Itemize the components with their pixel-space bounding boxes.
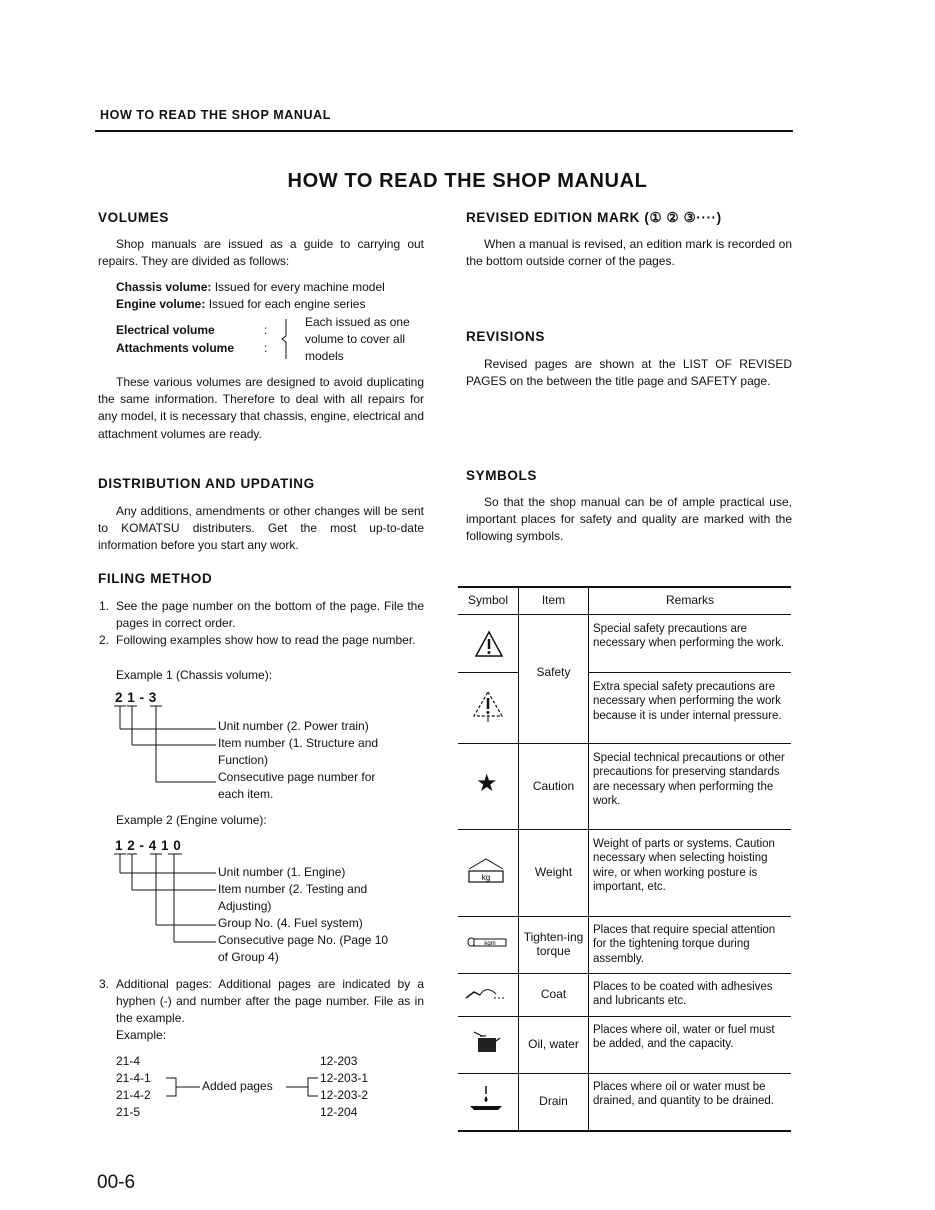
electrical-colon: : [264, 323, 268, 337]
warning-triangle-icon [474, 630, 504, 658]
revisions-body-text: Revised pages are shown at the LIST OF REVISED PAGES on the between the title page and SAFETY page. [466, 357, 792, 389]
engine-line [116, 296, 436, 313]
volumes-intro-text: Shop manuals are issued as a guide to carrying out repairs. They are divided as follows: [98, 237, 424, 269]
table-header-rule [458, 614, 791, 615]
table-top-rule [458, 586, 791, 588]
col-header-symbol: Symbol [467, 593, 508, 607]
ex1-unit: Unit number (2. Power train) [218, 719, 369, 733]
star-icon: ★ [476, 770, 498, 797]
ex2-group: Group No. (4. Fuel system) [218, 916, 363, 930]
row-rule [458, 1073, 791, 1074]
pressure-warning-icon [472, 690, 504, 724]
volumes-heading: VOLUMES [98, 210, 169, 225]
example2-bracket-lines [110, 852, 230, 946]
right-page-3: 12-203-2 [320, 1088, 369, 1102]
remarks-caution: Special technical precautions or other precautions for preserving standards are necessary when performing the work. [593, 752, 785, 808]
distribution-body-text: Any additions, amendments or other changes will be sent to KOMATSU distributers. Get the most up-to-date information before you start any work. [98, 504, 424, 553]
item-safety: Safety [536, 665, 571, 679]
item-coat: Coat [540, 987, 567, 1001]
item-torque: Tighten-ing torque [523, 930, 584, 959]
item-oil-water: Oil, water [528, 1037, 579, 1051]
symbols-body [466, 494, 792, 546]
drain-icon [468, 1084, 504, 1114]
filing-item2-text: Following examples show how to read the page number. [116, 633, 416, 647]
wrench-icon [466, 934, 508, 950]
row-rule [458, 829, 791, 830]
example-label: Example: [116, 1028, 167, 1042]
distribution-body [98, 503, 424, 555]
symbols-heading: SYMBOLS [466, 468, 537, 483]
example1-label: Example 1 (Chassis volume): [116, 668, 273, 682]
remarks-oil-water: Places where oil, water or fuel must be added, and the capacity. [593, 1024, 775, 1051]
revisions-body [466, 356, 792, 390]
left-page-3: 21-4-2 [116, 1088, 151, 1102]
ex2-item-2: Adjusting) [218, 899, 272, 913]
row-rule [458, 973, 791, 974]
ex1-item-2: Function) [218, 753, 269, 767]
volumes-body [98, 374, 424, 443]
each-issued-2: volume to cover all [305, 332, 406, 346]
row-rule [458, 916, 791, 917]
attachments-label: Attachments volume [116, 341, 235, 355]
remarks-safety: Special safety precautions are necessary when performing the work. [593, 623, 785, 650]
right-page-4: 12-204 [320, 1105, 358, 1119]
page-title: HOW TO READ THE SHOP MANUAL [287, 170, 648, 192]
revised-mark-heading: REVISED EDITION MARK (① ② ③····) [466, 210, 722, 225]
attachments-colon: : [264, 341, 268, 355]
row-rule [588, 672, 791, 673]
ex1-consec-2: each item. [218, 787, 274, 801]
table-bottom-rule [458, 1130, 791, 1132]
ex2-item-1: Item number (2. Testing and [218, 882, 368, 896]
left-page-1: 21-4 [116, 1054, 141, 1068]
col-rule [588, 586, 589, 1131]
chassis-label: Chassis volume: [116, 280, 212, 294]
header-rule [95, 130, 793, 132]
volumes-body-text: These various volumes are designed to avoid duplicating the same information. Therefore to deal with all repairs for any model, it is necessary that chassis, engine, electrical and attachment volumes are ready. [98, 375, 424, 441]
coat-brush-icon [464, 984, 508, 1004]
item-drain: Drain [539, 1094, 568, 1108]
row-rule [458, 1016, 791, 1017]
example1-bracket-lines [110, 704, 230, 786]
oil-can-icon [472, 1026, 502, 1056]
col-header-item: Item [541, 593, 566, 607]
row-rule [458, 672, 518, 673]
item-weight: Weight [534, 865, 573, 879]
ex2-unit: Unit number (1. Engine) [218, 865, 346, 879]
ex2-consec-1: Consecutive page No. (Page 10 [218, 933, 389, 947]
remarks-weight: Weight of parts or systems. Caution necessary when selecting hoisting wire, or when working posture is important, etc. [593, 838, 775, 894]
filing-heading: FILING METHOD [98, 571, 213, 586]
filing-item1-text: See the page number on the bottom of the page. File the pages in correct order. [116, 599, 424, 631]
remarks-torque: Places that require special attention for the tightening torque during assembly. [593, 924, 776, 965]
ex1-consec-1: Consecutive page number for [218, 770, 376, 784]
ex2-consec-2: of Group 4) [218, 950, 279, 964]
weight-icon-text: kg [481, 873, 491, 882]
example2-code: 1 2 - 4 1 0 [115, 838, 182, 853]
chassis-text: Issued for every machine model [214, 280, 385, 294]
right-page-2: 12-203-1 [320, 1071, 369, 1085]
engine-label: Engine volume: [116, 297, 206, 311]
volumes-intro [98, 236, 424, 270]
filing-item1-num: 1. [99, 599, 110, 613]
example2-label: Example 2 (Engine volume): [116, 813, 267, 827]
row-rule [458, 743, 791, 744]
filing-item2-num: 2. [99, 633, 110, 647]
page-number: 00-6 [97, 1172, 136, 1193]
left-page-4: 21-5 [116, 1105, 141, 1119]
each-issued-1: Each issued as one [305, 315, 410, 329]
left-page-2: 21-4-1 [116, 1071, 151, 1085]
distribution-heading: DISTRIBUTION AND UPDATING [98, 476, 315, 491]
remarks-coat: Places to be coated with adhesives and lubricants etc. [593, 981, 773, 1008]
revisions-heading: REVISIONS [466, 329, 545, 344]
running-header: HOW TO READ THE SHOP MANUAL [100, 108, 332, 122]
filing-item3-num: 3. [99, 977, 110, 991]
example1-code: 2 1 - 3 [115, 690, 157, 705]
revised-mark-body-text: When a manual is revised, an edition mark is recorded on the bottom outside corner of the pages. [466, 237, 792, 269]
chassis-line [116, 279, 436, 296]
remarks-pressure: Extra special safety precautions are necessary when performing the work because it is under internal pressure. [593, 681, 782, 722]
remarks-drain: Places where oil or water must be drained, and quantity to be drained. [593, 1081, 774, 1108]
symbols-body-text: So that the shop manual can be of ample practical use, important places for safety and quality are marked with the following symbols. [466, 495, 792, 544]
weight-icon [466, 856, 506, 886]
revised-mark-body [466, 236, 792, 270]
right-page-1: 12-203 [320, 1054, 358, 1068]
item-caution: Caution [532, 779, 575, 793]
brace-icon [280, 318, 294, 360]
each-issued-3: models [305, 349, 344, 363]
filing-item3-text: Additional pages: Additional pages are indicated by a hyphen (-) and number after the page number. File as in the example. [116, 977, 424, 1026]
col-header-remarks: Remarks [665, 593, 714, 607]
ex1-item-1: Item number (1. Structure and [218, 736, 379, 750]
added-pages-label: Added pages [202, 1079, 273, 1093]
electrical-label: Electrical volume [116, 323, 215, 337]
engine-text: Issued for each engine series [208, 297, 366, 311]
wrench-icon-text: kgm [484, 941, 496, 947]
